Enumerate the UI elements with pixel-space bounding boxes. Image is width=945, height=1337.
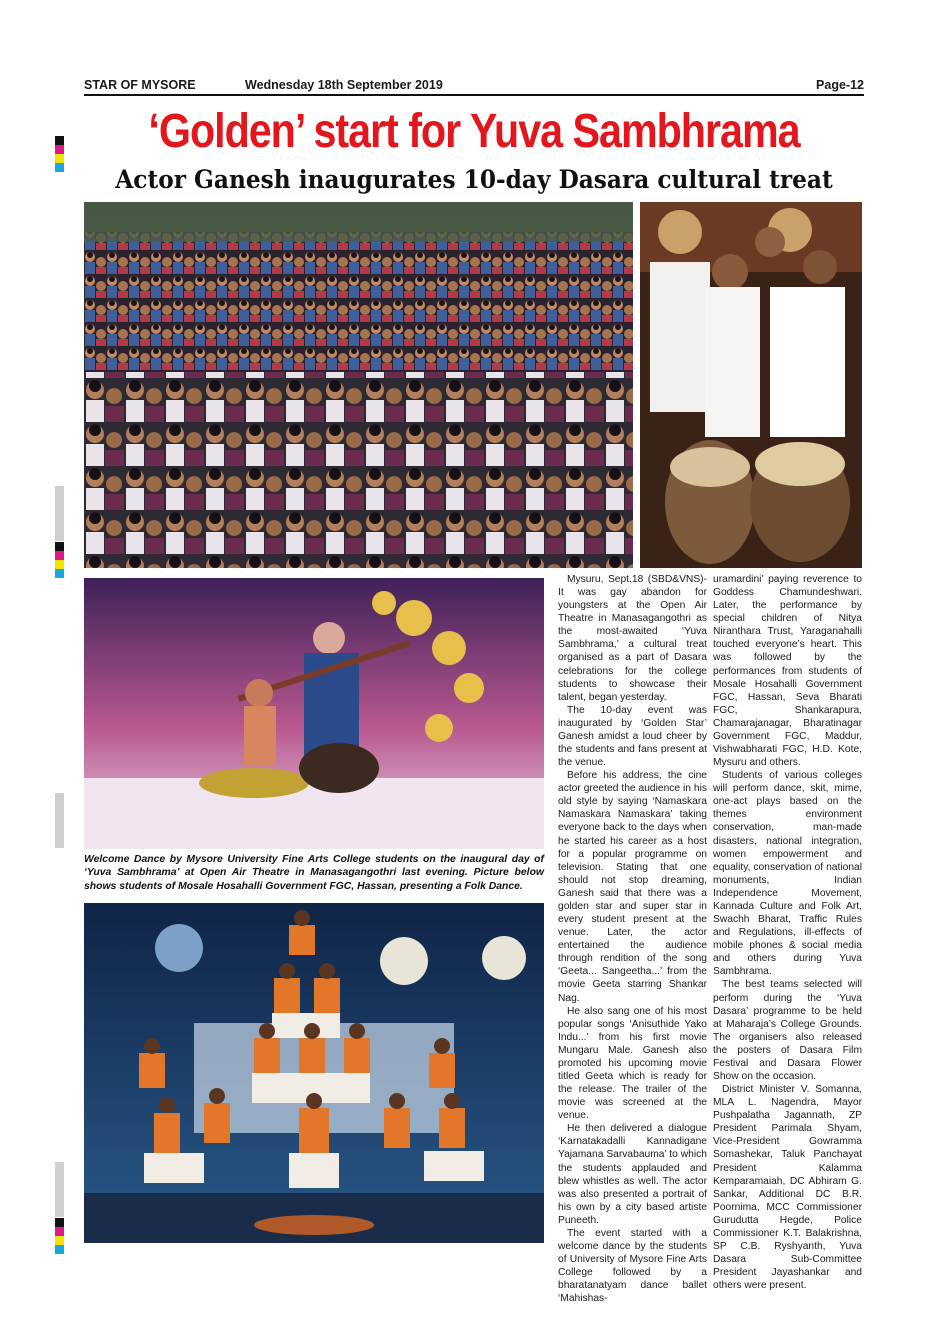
- issue-date: Wednesday 18th September 2019: [245, 78, 443, 92]
- gray-bar-2: [55, 793, 64, 848]
- registration-marks-bottom: [55, 1218, 64, 1254]
- masthead: [84, 78, 864, 96]
- article-paragraph: Before his address, the cine actor greeted the audience in his old style by saying ‘Namaskara Namaskara Namaskara’ taking everyone back to the days when he started his career as a host for a popular programme on television. Stating that one should not stop dreaming, Ganesh said that there was a golden star and super star in every student present at the venue. Later, the actor entertained the audience through rendition of the song ‘Geeta... Sangeetha...’ from the movie Geeta starring Shankar Nag.: [558, 770, 707, 1004]
- publication-name: STAR OF MYSORE: [84, 78, 196, 92]
- article-paragraph: Students of various colleges will perform dance, skit, mime, one-act plays based on the themes environment conservation, man-made disasters, national integration, women empowerment and equality, conservation of national monuments, Indian Independence Movement, Kannada Culture and Folk Art, Swachh Bharat, Traffic Rules and Regulations, ill-effects of mobile phones & social media and others during Yuva Sambhrama.: [713, 770, 862, 978]
- headline: ‘Golden’ start for Yuva Sambhrama: [148, 105, 800, 158]
- registration-marks-top: [55, 136, 64, 172]
- article-paragraph: He then delivered a dialogue ‘Karnatakadalli Kannadigane Yajamana Sarvabauma’ to which the students applauded and blew whistles as well. The actor was also presented a portrait of his own by a city based artiste Puneeth.: [558, 1123, 707, 1226]
- article-column-1: [558, 573, 707, 1305]
- gray-bar-3: [55, 1162, 64, 1217]
- article-paragraph: The event started with a welcome dance by the students of University of Mysore Fine Arts College followed by a bharatanatyam dance ballet ‘Mahishas-: [558, 1227, 707, 1305]
- subheadline: Actor Ganesh inaugurates 10-day Dasara cultural treat: [115, 165, 833, 194]
- article-paragraph: uramardini’ paying reverence to Goddess Chamundeshwari. Later, the performance by special children of Nitya Niranthara Trust, Yaraganahalli touched everyone’s heart. This was followed by the performances from students of Mosale Hosahalli Government FGC, Hassan, Seva Bharati FGC, Shankarapura, Chamarajanagar, Bharatinagar Government FGC, Maddur, Vishwabharati FGC, H.D. Kote, Mysuru and others.: [713, 574, 862, 769]
- article-paragraph: The best teams selected will perform during the ‘Yuva Dasara’ programme to be held at Maharaja’s College Grounds. The organisers also released the posters of Dasara Film Festival and Dasara Flower Show on the occasion.: [713, 979, 862, 1082]
- folk-dance-pyramid-photo: [84, 903, 544, 1243]
- crowd-photo: [84, 202, 633, 568]
- article-paragraph: District Minister V. Somanna, MLA L. Nagendra, Mayor Pushpalatha Jagannath, ZP President Parimala Shyam, Vice-President Gowramma Somashekar, Taluk Panchayat President Kalamma Kemparamaiah, DC Abhiram G. Sankar, Additional DC B.R. Poornima, MCC Commissioner Gurudutta Hegde, Police Commissioner K.T. Balakrishna, SP C.B. Ryshyanth, Yuva Dasara Sub-Committee President Jayashankar and others were present.: [713, 1084, 862, 1292]
- page-number: Page-12: [816, 78, 864, 92]
- drum-inauguration-photo: [640, 202, 862, 568]
- article-paragraph: He also sang one of his most popular songs ‘Anisuthide Yako Indu...’ from his first movie Mungaru Male. Ganesh also promoted his upcoming movie titled Geeta which is ready for the release. The trailer of the movie was screened at the venue.: [558, 1005, 707, 1122]
- welcome-dance-photo: [84, 578, 544, 849]
- article-paragraph: The 10-day event was inaugurated by ‘Golden Star’ Ganesh amidst a loud cheer by the students and fans present at the venue.: [558, 704, 707, 769]
- photo-caption: Welcome Dance by Mysore University Fine Arts College students on the inaugural day of ‘Yuva Sambhrama’ at Open Air Theatre in Manasagangothri last evening. Picture below shows students of Mosale Hosahalli Government FGC, Hassan, presenting a Folk Dance.: [84, 854, 544, 892]
- article-column-2: [713, 573, 862, 1292]
- registration-marks-mid: [55, 542, 64, 578]
- article-paragraph: Mysuru, Sept.18 (SBD&VNS)- It was gay abandon for youngsters at the Open Air Theatre in Manasagangothri as the most-awaited ‘Yuva Sambhrama,’ a cultural treat organised as a part of Dasara celebrations for the college students to showcase their talent, began yesterday.: [558, 574, 707, 703]
- gray-bar-1: [55, 486, 64, 541]
